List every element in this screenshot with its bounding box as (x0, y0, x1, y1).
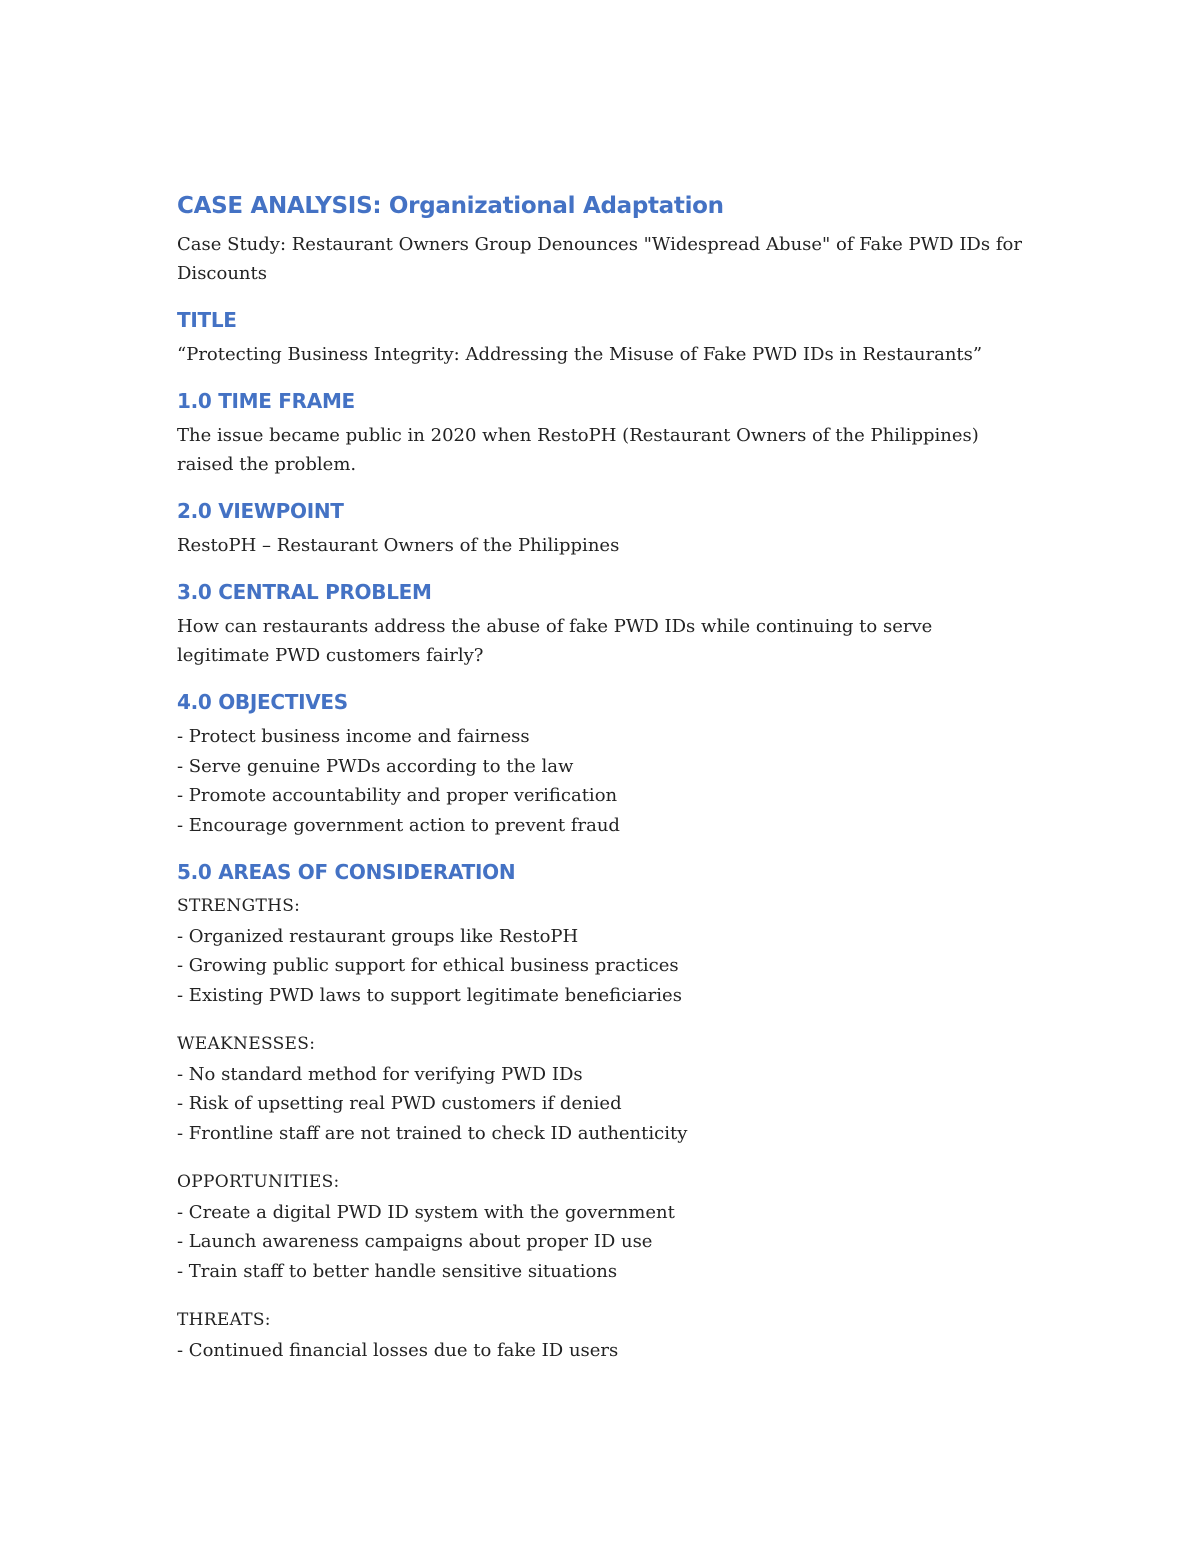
list-item: - Risk of upsetting real PWD customers if denied (177, 1093, 622, 1114)
list-item: - Promote accountability and proper verification (177, 785, 618, 806)
threats-label: THREATS: (177, 1310, 271, 1330)
time-frame-text: The issue became public in 2020 when RestoPH (Restaurant Owners of the Philippines) raised the problem. (177, 425, 979, 475)
document-title: CASE ANALYSIS: Organizational Adaptation (177, 193, 724, 219)
opportunities-group (177, 1168, 1037, 1286)
list-item: - Launch awareness campaigns about proper ID use (177, 1231, 653, 1252)
weaknesses-label: WEAKNESSES: (177, 1034, 316, 1054)
weaknesses-group (177, 1030, 1037, 1148)
section-heading-title: TITLE (177, 308, 237, 332)
central-problem-text: How can restaurants address the abuse of fake PWD IDs while continuing to serve legitimate PWD customers fairly? (177, 616, 933, 666)
section-heading-objectives: 4.0 OBJECTIVES (177, 690, 348, 714)
list-item: - Create a digital PWD ID system with the government (177, 1201, 675, 1223)
title-text: “Protecting Business Integrity: Addressing the Misuse of Fake PWD IDs in Restaurants” (177, 344, 983, 365)
list-item: - Growing public support for ethical business practices (177, 955, 679, 976)
list-item: - Continued financial losses due to fake ID users (177, 1339, 619, 1361)
objectives-list (177, 722, 1037, 840)
case-study-line: Case Study: Restaurant Owners Group Denounces "Widespread Abuse" of Fake PWD IDs for Discounts (177, 234, 1022, 284)
strengths-group (177, 892, 1037, 1010)
list-item: - Encourage government action to prevent fraud (177, 814, 620, 836)
list-item: - Existing PWD laws to support legitimate beneficiaries (177, 984, 682, 1006)
list-item: - Protect business income and fairness (177, 726, 530, 747)
section-heading-areas-of-consideration: 5.0 AREAS OF CONSIDERATION (177, 860, 516, 884)
threats-group (177, 1306, 1037, 1365)
section-heading-central-problem: 3.0 CENTRAL PROBLEM (177, 580, 432, 604)
viewpoint-text: RestoPH – Restaurant Owners of the Philippines (177, 535, 620, 556)
opportunities-label: OPPORTUNITIES: (177, 1172, 340, 1192)
list-item: - Frontline staff are not trained to check ID authenticity (177, 1122, 688, 1144)
list-item: - Serve genuine PWDs according to the law (177, 755, 574, 777)
list-item: - Train staff to better handle sensitive situations (177, 1260, 618, 1282)
strengths-label: STRENGTHS: (177, 896, 301, 916)
list-item: - Organized restaurant groups like RestoPH (177, 925, 579, 947)
section-heading-viewpoint: 2.0 VIEWPOINT (177, 499, 344, 523)
section-heading-time-frame: 1.0 TIME FRAME (177, 389, 355, 413)
list-item: - No standard method for verifying PWD IDs (177, 1063, 583, 1085)
document-content (177, 190, 1037, 1365)
